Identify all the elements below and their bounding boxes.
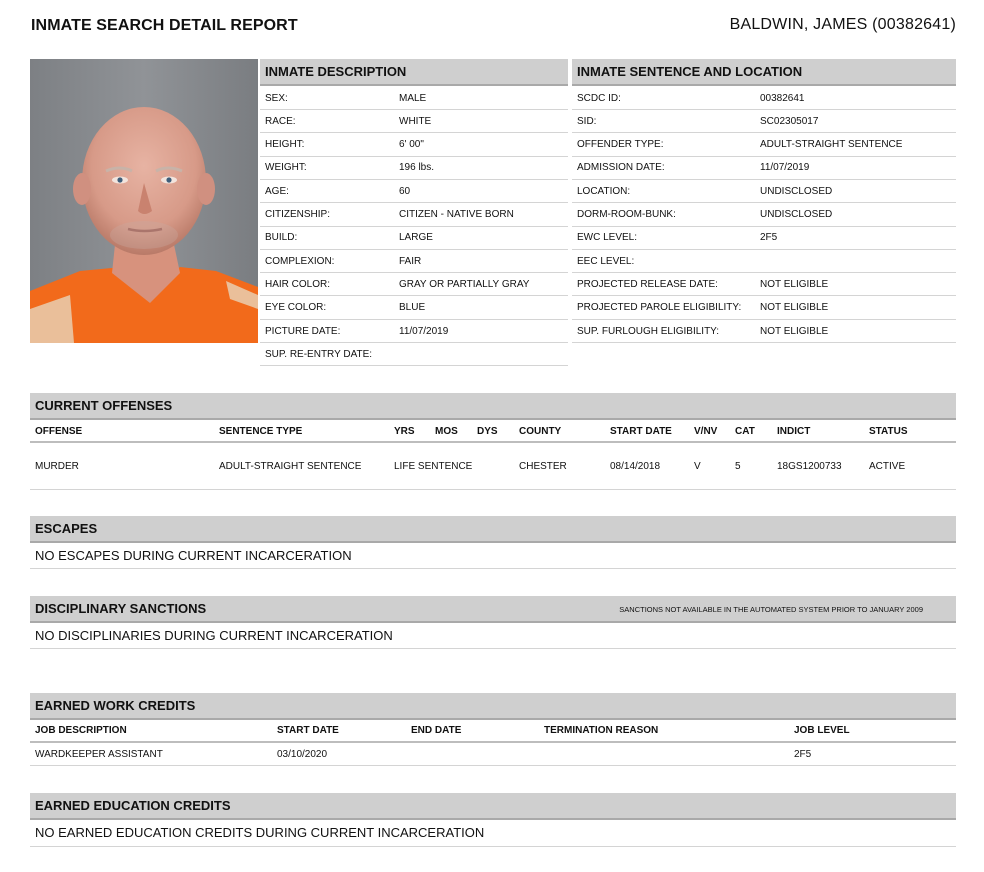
- sentence-row: [572, 157, 956, 180]
- description-label: CITIZENSHIP:: [265, 209, 331, 220]
- escapes-rule: [30, 568, 956, 569]
- offense-term: LIFE SENTENCE: [394, 461, 473, 472]
- sentence-row: [572, 273, 956, 296]
- col-dys: DYS: [477, 426, 498, 437]
- escapes-header: ESCAPES: [30, 516, 956, 543]
- escapes-message: NO ESCAPES DURING CURRENT INCARCERATION: [35, 548, 352, 563]
- description-value: MALE: [399, 92, 427, 104]
- sentence-label: DORM-ROOM-BUNK:: [577, 209, 676, 220]
- work-level: 2F5: [794, 749, 812, 760]
- sentence-label: ADMISSION DATE:: [577, 162, 665, 174]
- education-credits-header: EARNED EDUCATION CREDITS: [30, 793, 956, 820]
- sentence-label: EWC LEVEL:: [577, 232, 638, 244]
- description-value: BLUE: [399, 302, 426, 314]
- sentence-row: [572, 297, 956, 320]
- description-row: [260, 204, 568, 227]
- sentence-value: NOT ELIGIBLE: [760, 278, 829, 290]
- description-value: FAIR: [399, 255, 422, 267]
- offense-start-date: 08/14/2018: [610, 461, 661, 472]
- disciplinary-rule: [30, 648, 956, 649]
- description-row: [260, 250, 568, 273]
- offense-vnv: V: [694, 461, 701, 472]
- description-label: PICTURE DATE:: [265, 325, 341, 337]
- sentence-row: [572, 110, 956, 133]
- description-header: INMATE DESCRIPTION: [260, 59, 568, 86]
- work-credits-header: EARNED WORK CREDITS: [30, 693, 956, 720]
- sentence-label: SCDC ID:: [577, 92, 621, 104]
- description-value: GRAY OR PARTIALLY GRAY: [399, 278, 530, 290]
- description-label: SUP. RE-ENTRY DATE:: [265, 348, 373, 360]
- description-label: COMPLEXION:: [265, 255, 335, 267]
- offense-status: ACTIVE: [869, 461, 906, 472]
- sentence-row: [572, 250, 956, 273]
- col-indict: INDICT: [777, 426, 811, 437]
- description-label: EYE COLOR:: [265, 302, 327, 314]
- description-label: RACE:: [265, 115, 296, 127]
- description-label: HAIR COLOR:: [265, 278, 331, 290]
- description-row: [260, 343, 568, 366]
- work-row-rule: [30, 765, 956, 766]
- sentence-value: ADULT-STRAIGHT SENTENCE: [760, 139, 903, 151]
- sentence-label: EEC LEVEL:: [577, 255, 635, 267]
- description-row: [260, 227, 568, 250]
- sentence-value: 00382641: [760, 92, 805, 104]
- description-row: [260, 110, 568, 133]
- sentence-row: [572, 204, 956, 227]
- description-row: [260, 273, 568, 296]
- col-job-level: JOB LEVEL: [794, 725, 850, 736]
- work-header-rule: [30, 741, 956, 743]
- offense-name: MURDER: [35, 461, 79, 472]
- disciplinary-header: [30, 596, 956, 623]
- offense-cat: 5: [735, 461, 741, 472]
- description-row: [260, 87, 568, 110]
- description-value: 6' 00": [399, 139, 424, 151]
- description-value: 60: [399, 185, 411, 197]
- col-job-end-date: END DATE: [411, 725, 462, 736]
- work-start: 03/10/2020: [277, 749, 328, 760]
- description-label: WEIGHT:: [265, 162, 307, 174]
- sentence-value: 2F5: [760, 232, 778, 244]
- description-value: WHITE: [399, 115, 432, 127]
- description-row: [260, 297, 568, 320]
- sentence-row: [572, 87, 956, 110]
- sentence-value: SC02305017: [760, 115, 819, 127]
- sentence-row: [572, 134, 956, 157]
- report-title: INMATE SEARCH DETAIL REPORT: [31, 17, 298, 34]
- offense-sentence-type: ADULT-STRAIGHT SENTENCE: [219, 461, 362, 472]
- sentence-label: OFFENDER TYPE:: [577, 139, 664, 151]
- col-mos: MOS: [435, 426, 458, 437]
- sentence-label: PROJECTED RELEASE DATE:: [577, 278, 718, 290]
- description-label: SEX:: [265, 92, 288, 104]
- sentence-header: INMATE SENTENCE AND LOCATION: [572, 59, 956, 86]
- sentence-label: SID:: [577, 115, 597, 127]
- sentence-label: PROJECTED PAROLE ELIGIBILITY:: [577, 302, 742, 314]
- sentence-value: UNDISCLOSED: [760, 209, 833, 220]
- education-rule: [30, 846, 956, 847]
- inmate-name: BALDWIN, JAMES (00382641): [729, 16, 956, 33]
- sentence-value: 11/07/2019: [760, 162, 810, 174]
- offenses-header: CURRENT OFFENSES: [30, 393, 956, 420]
- description-row: [260, 157, 568, 180]
- col-offense: OFFENSE: [35, 426, 83, 437]
- description-value: 11/07/2019: [399, 325, 449, 337]
- col-yrs: YRS: [394, 426, 415, 437]
- col-status: STATUS: [869, 426, 908, 437]
- inmate-photo: [30, 59, 258, 343]
- sentence-label: SUP. FURLOUGH ELIGIBILITY:: [577, 325, 720, 337]
- offense-county: CHESTER: [519, 461, 567, 472]
- description-label: AGE:: [265, 185, 289, 197]
- sentence-row: [572, 320, 956, 343]
- education-message: NO EARNED EDUCATION CREDITS DURING CURRENT INCARCERATION: [35, 825, 485, 840]
- sentence-value: UNDISCLOSED: [760, 185, 833, 197]
- disciplinary-message: NO DISCIPLINARIES DURING CURRENT INCARCERATION: [35, 628, 393, 643]
- col-cat: CAT: [735, 426, 755, 437]
- description-value: LARGE: [399, 232, 433, 244]
- description-row: [260, 180, 568, 203]
- col-sentence-type: SENTENCE TYPE: [219, 426, 303, 437]
- col-vnv: V/NV: [694, 426, 718, 437]
- col-job-description: JOB DESCRIPTION: [35, 725, 127, 736]
- col-job-start-date: START DATE: [277, 725, 339, 736]
- work-job: WARDKEEPER ASSISTANT: [35, 749, 163, 760]
- offense-indict: 18GS1200733: [777, 461, 842, 472]
- disciplinary-note: SANCTIONS NOT AVAILABLE IN THE AUTOMATED SYSTEM PRIOR TO JANUARY 2009: [619, 605, 923, 614]
- disciplinary-title: DISCIPLINARY SANCTIONS: [35, 601, 207, 616]
- sentence-value: NOT ELIGIBLE: [760, 325, 829, 337]
- description-value: 196 lbs.: [399, 162, 435, 174]
- sentence-row: [572, 227, 956, 250]
- col-county: COUNTY: [519, 426, 562, 437]
- offenses-header-rule: [30, 441, 956, 443]
- description-row: [260, 320, 568, 343]
- description-label: BUILD:: [265, 232, 298, 244]
- sentence-label: LOCATION:: [577, 185, 631, 197]
- sentence-value: NOT ELIGIBLE: [760, 302, 829, 314]
- offenses-row-rule: [30, 489, 956, 490]
- col-termination-reason: TERMINATION REASON: [544, 725, 659, 736]
- col-start-date: START DATE: [610, 426, 672, 437]
- description-label: HEIGHT:: [265, 139, 305, 151]
- description-value: CITIZEN - NATIVE BORN: [399, 209, 514, 220]
- description-row: [260, 134, 568, 157]
- sentence-row: [572, 180, 956, 203]
